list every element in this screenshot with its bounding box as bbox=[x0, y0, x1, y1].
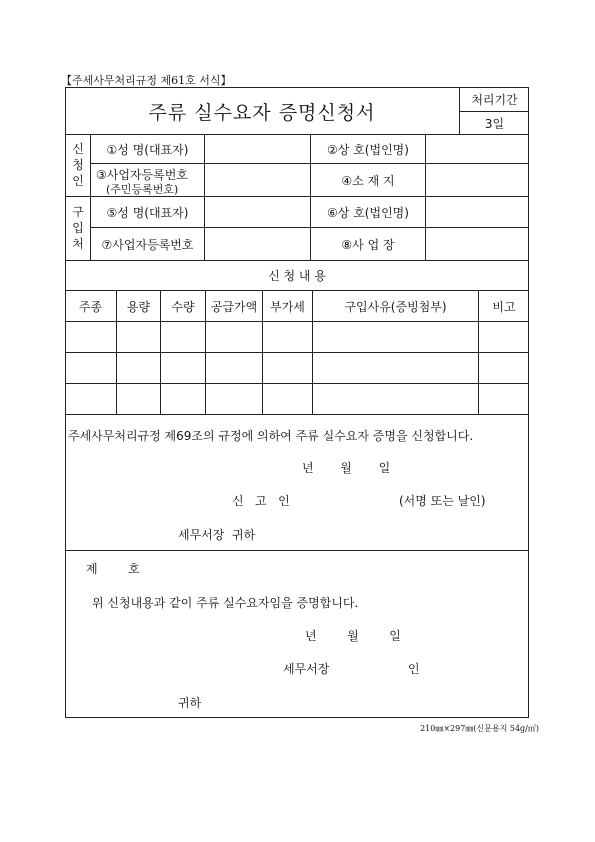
applicant-business-no-label: ③사업자등록번호 bbox=[96, 168, 188, 182]
applicant-address-label: ④소 재 지 bbox=[341, 173, 395, 188]
purchaser-group-label: 구 입 처 bbox=[72, 205, 84, 251]
certificate-text: 위 신청내용과 같이 주류 실수요자임을 증명합니다. bbox=[92, 596, 359, 610]
purchaser-workplace-label: ⑧사 업 장 bbox=[341, 237, 395, 252]
seal-label: 인 bbox=[408, 662, 420, 676]
declaration-date: 년 월 일 bbox=[302, 461, 391, 475]
col-header-quantity: 수량 bbox=[171, 299, 195, 314]
col-header-purchase-reason: 구입사유(증빙첨부) bbox=[344, 299, 447, 314]
applicant-sign-label: 신 고 인 bbox=[232, 494, 290, 508]
col-header-vat: 부가세 bbox=[270, 299, 305, 314]
tax-office-label: 세무서장 bbox=[283, 662, 330, 676]
page-title: 주류 실수요자 증명신청서 bbox=[148, 101, 376, 124]
certificate-date: 년 월 일 bbox=[305, 629, 401, 643]
certificate-recipient: 귀하 bbox=[178, 696, 202, 710]
col-header-remarks: 비고 bbox=[492, 299, 516, 314]
declaration-recipient: 세무서장 귀하 bbox=[178, 528, 256, 542]
form-number: 【주세사무처리규정 제61호 서식】 bbox=[61, 74, 232, 87]
declaration-text: 주세사무처리규정 제69조의 규정에 의하여 주류 실수요자 증명을 신청합니다. bbox=[68, 429, 474, 443]
paper-spec: 210㎜×297㎜(신문용지 54g/㎡) bbox=[420, 724, 539, 733]
purchaser-trade-name-label: ⑥상 호(법인명) bbox=[327, 205, 409, 220]
processing-period-value: 3일 bbox=[484, 116, 505, 131]
applicant-resident-no-label: (주민등록번호) bbox=[106, 183, 179, 196]
col-header-supply-value: 공급가액 bbox=[210, 299, 258, 314]
processing-period-label: 처리기간 bbox=[471, 93, 518, 107]
applicant-name-label: ①성 명(대표자) bbox=[106, 142, 189, 157]
col-header-capacity: 용량 bbox=[126, 299, 151, 314]
applicant-group-label: 신 청 인 bbox=[72, 142, 84, 188]
applicant-trade-name-label: ②상 호(법인명) bbox=[327, 142, 409, 157]
content-heading: 신 청 내 용 bbox=[268, 269, 326, 283]
signature-note: (서명 또는 날인) bbox=[399, 494, 486, 508]
purchaser-business-no-label: ⑦사업자등록번호 bbox=[101, 237, 194, 252]
certificate-number: 제 호 bbox=[86, 562, 140, 576]
col-header-liquor-type: 주종 bbox=[78, 299, 103, 314]
purchaser-name-label: ⑤성 명(대표자) bbox=[106, 205, 189, 220]
